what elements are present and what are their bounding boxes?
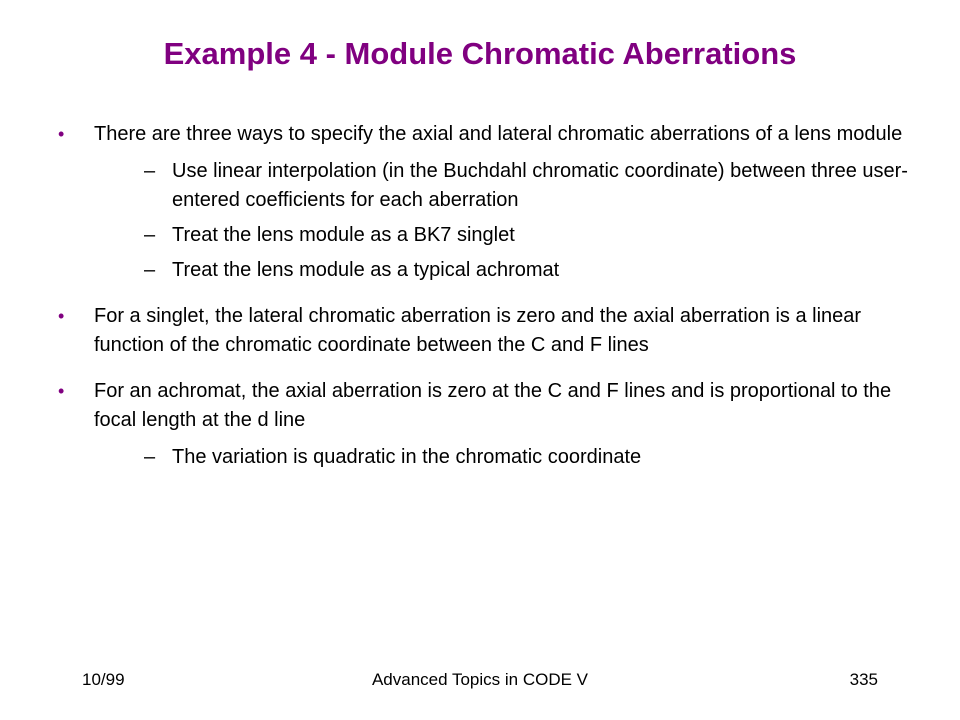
sub-item: [94, 157, 918, 215]
sub-text: The variation is quadratic in the chromatic coordinate: [172, 446, 642, 468]
sub-marker: –: [144, 160, 156, 182]
bullet-item: [58, 120, 918, 285]
sub-marker: –: [144, 224, 156, 246]
bullet-item: [58, 377, 918, 472]
sub-text: Use linear interpolation (in the Buchdahl chromatic coordinate) between three user-entered coefficients for each aberration: [172, 160, 908, 211]
footer-date: 10/99: [82, 670, 125, 689]
sub-item: [94, 221, 918, 250]
bullet-text: There are three ways to specify the axial and lateral chromatic aberrations of a lens module: [94, 123, 903, 145]
sub-item: [94, 443, 918, 472]
slide-body: [58, 120, 918, 489]
bullet-marker: •: [58, 306, 65, 326]
page-number: 335: [849, 670, 878, 689]
sub-text: Treat the lens module as a typical achromat: [172, 259, 560, 281]
sub-marker: –: [144, 259, 156, 281]
bullet-marker: •: [58, 381, 65, 401]
bullet-text: For an achromat, the axial aberration is zero at the C and F lines and is proportional to the focal length at the d line: [94, 380, 892, 431]
bullet-marker: •: [58, 124, 65, 144]
slide-footer: [0, 670, 960, 694]
sub-text: Treat the lens module as a BK7 singlet: [172, 224, 515, 246]
sub-marker: –: [144, 446, 156, 468]
bullet-item: [58, 302, 918, 360]
sub-list: [94, 443, 918, 472]
bullet-text: For a singlet, the lateral chromatic aberration is zero and the axial aberration is a linear function of the chromatic coordinate between the C and F lines: [94, 305, 862, 356]
slide-title: Example 4 - Module Chromatic Aberrations: [163, 36, 797, 71]
sub-item: [94, 256, 918, 285]
sub-list: [94, 157, 918, 285]
footer-title: Advanced Topics in CODE V: [371, 670, 589, 689]
